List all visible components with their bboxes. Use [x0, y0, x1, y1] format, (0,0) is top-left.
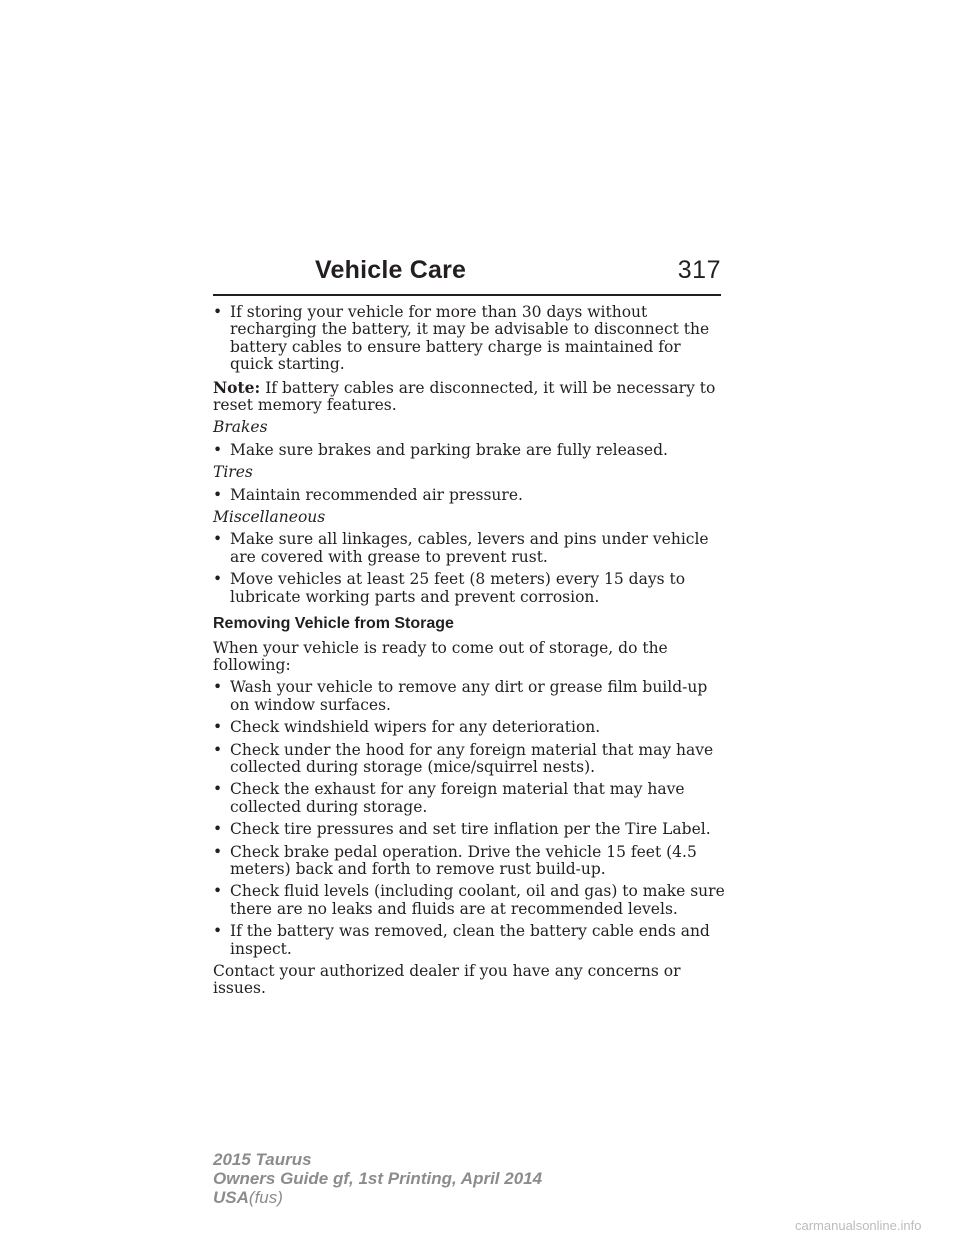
item-text: Check fluid levels (including coolant, oil and gas) to make sure there are no leaks and fluids are at recommended levels. — [230, 882, 725, 918]
tires-heading: Tires — [213, 463, 253, 482]
section-title: Vehicle Care — [315, 256, 467, 284]
list-item — [213, 821, 725, 838]
list-item — [213, 487, 725, 504]
bullet-icon: • — [213, 820, 223, 839]
bullet-icon: • — [213, 740, 223, 759]
footer-edition: Owners Guide gf, 1st Printing, April 2014 — [213, 1169, 543, 1188]
list-item — [213, 531, 725, 566]
list-item — [213, 442, 725, 459]
brakes-heading: Brakes — [213, 418, 268, 437]
item-text: If the battery was removed, clean the battery cable ends and inspect. — [230, 922, 710, 958]
list-item — [213, 571, 725, 606]
page-footer — [213, 1150, 542, 1207]
list-item — [213, 304, 725, 374]
item-text: Check windshield wipers for any deterioration. — [230, 718, 601, 737]
item-text: Move vehicles at least 25 feet (8 meters) every 15 days to lubricate working parts and prevent corrosion. — [230, 570, 686, 606]
list-item — [213, 742, 725, 777]
footer-market-suffix: (fus) — [248, 1188, 283, 1207]
item-text: If storing your vehicle for more than 30 days without recharging the battery, it may be advisable to disconnect the battery cables to ensure battery charge is maintained for quick starting. — [230, 303, 710, 374]
item-text: Check under the hood for any foreign material that may have collected during storage (mice/squirrel nests). — [230, 740, 714, 776]
bullet-icon: • — [213, 780, 223, 799]
list-item — [213, 679, 725, 714]
removing-intro: When your vehicle is ready to come out of storage, do the following: — [213, 638, 668, 674]
note-label: Note: — [213, 377, 261, 397]
bullet-icon: • — [213, 678, 223, 697]
bullet-icon: • — [213, 718, 223, 737]
list-item — [213, 844, 725, 879]
list-item — [213, 923, 725, 958]
page-number: 317 — [677, 256, 721, 284]
bullet-icon: • — [213, 842, 223, 861]
note-paragraph — [213, 379, 725, 415]
note-text: If battery cables are disconnected, it will be necessary to reset memory features. — [213, 378, 716, 415]
item-text: Check brake pedal operation. Drive the vehicle 15 feet (4.5 meters) back and forth to remove rust build-up. — [230, 842, 697, 878]
footer-market-code: USA — [213, 1188, 249, 1207]
item-text: Check the exhaust for any foreign material that may have collected during storage. — [230, 780, 685, 816]
header-divider — [213, 294, 721, 296]
page-header — [213, 256, 721, 296]
bullet-icon: • — [213, 485, 223, 504]
item-text: Maintain recommended air pressure. — [230, 485, 523, 504]
footer-model: 2015 Taurus — [213, 1150, 312, 1169]
bullet-icon: • — [213, 303, 223, 321]
bullet-icon: • — [213, 440, 223, 459]
item-text: Make sure all linkages, cables, levers and pins under vehicle are covered with grease to prevent rust. — [230, 530, 709, 566]
bullet-icon: • — [213, 530, 223, 549]
list-item — [213, 719, 725, 736]
miscellaneous-heading: Miscellaneous — [213, 508, 326, 527]
list-item — [213, 781, 725, 816]
list-item — [213, 883, 725, 918]
item-text: Make sure brakes and parking brake are fully released. — [230, 440, 668, 459]
bullet-icon: • — [213, 882, 223, 901]
closing-paragraph: Contact your authorized dealer if you have any concerns or issues. — [213, 962, 681, 998]
bullet-icon: • — [213, 922, 223, 941]
removing-vehicle-heading: Removing Vehicle from Storage — [213, 615, 454, 633]
page-body — [213, 304, 725, 1003]
item-text: Check tire pressures and set tire inflation per the Tire Label. — [230, 820, 711, 839]
bullet-icon: • — [213, 570, 223, 589]
footer-market — [213, 1188, 542, 1207]
watermark: carmanualsonline.info — [795, 1218, 922, 1233]
item-text: Wash your vehicle to remove any dirt or grease film build-up on window surfaces. — [230, 678, 708, 714]
